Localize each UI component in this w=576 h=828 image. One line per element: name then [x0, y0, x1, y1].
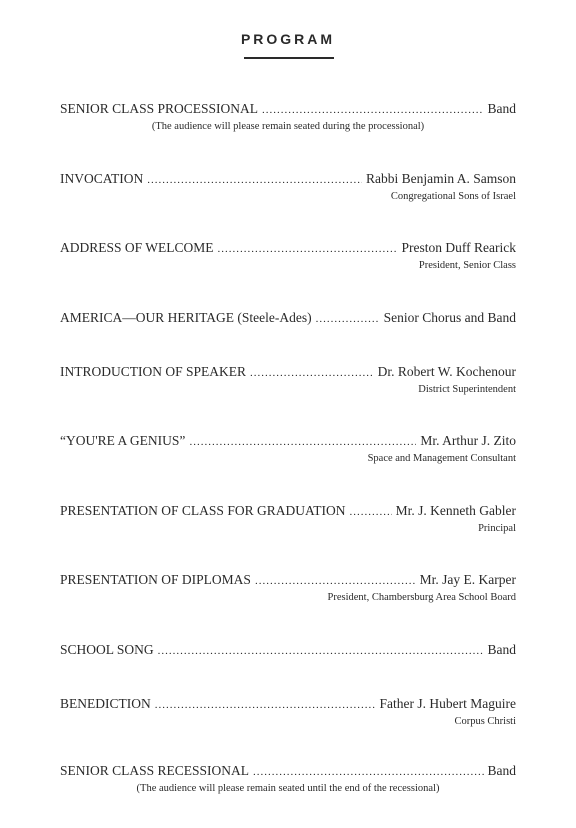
program-entry-diplomas [60, 571, 516, 605]
program-role: President, Senior Class [418, 260, 516, 271]
program-note: (The audience will please remain seated during the processional) [151, 121, 425, 132]
program-performer: Mr. Arthur J. Zito [420, 433, 516, 448]
program-performer: Band [487, 763, 516, 778]
program-line [60, 309, 516, 328]
dot-leader [255, 572, 416, 590]
program-line [60, 432, 516, 451]
dot-leader [147, 171, 362, 189]
program-role: President, Chambersburg Area School Board [327, 592, 516, 603]
program-performer: Dr. Robert W. Kochenour [377, 364, 516, 379]
program-entry-graduation [60, 502, 516, 536]
program-role: Corpus Christi [454, 716, 516, 727]
program-item: INTRODUCTION OF SPEAKER [60, 364, 247, 379]
program-entry-school-song [60, 641, 516, 660]
program-item: ADDRESS OF WELCOME [60, 240, 214, 255]
program-performer: Band [487, 101, 516, 116]
dot-leader [349, 503, 391, 521]
program-performer: Rabbi Benjamin A. Samson [366, 171, 516, 186]
program-entry-processional [60, 100, 516, 134]
program-line [60, 363, 516, 382]
program-line [60, 762, 516, 781]
program-item: INVOCATION [60, 171, 144, 186]
program-performer: Father J. Hubert Maguire [379, 696, 516, 711]
program-role: Principal [478, 523, 516, 534]
program-performer: Preston Duff Rearick [401, 240, 516, 255]
title-underline [244, 57, 334, 59]
program-item: SENIOR CLASS RECESSIONAL [60, 763, 250, 778]
dot-leader [250, 364, 374, 382]
dot-leader [316, 310, 380, 328]
program-performer: Band [487, 642, 516, 657]
program-entry-recessional [60, 762, 516, 796]
page-title: PROGRAM [240, 31, 336, 47]
dot-leader [253, 763, 483, 781]
dot-leader [189, 433, 416, 451]
program-entry-genius [60, 432, 516, 466]
program-role: Space and Management Consultant [367, 453, 516, 464]
program-line [60, 239, 516, 258]
program-item: SCHOOL SONG [60, 642, 154, 657]
program-line [60, 100, 516, 119]
program-line [60, 170, 516, 189]
program-line [60, 695, 516, 714]
program-entry-benediction [60, 695, 516, 729]
program-note: (The audience will please remain seated until the end of the recessional) [136, 783, 440, 794]
dot-leader [218, 240, 398, 258]
program-item: “YOU'RE A GENIUS” [60, 433, 186, 448]
program-performer: Mr. Jay E. Karper [419, 572, 516, 587]
program-entry-introduction [60, 363, 516, 397]
program-entry-invocation [60, 170, 516, 204]
program-entry-welcome [60, 239, 516, 273]
program-line [60, 502, 516, 521]
program-performer: Mr. J. Kenneth Gabler [395, 503, 516, 518]
program-role: Congregational Sons of Israel [390, 191, 516, 202]
program-role: District Superintendent [418, 384, 516, 395]
program-item: AMERICA—OUR HERITAGE (Steele-Ades) [60, 310, 312, 325]
dot-leader [155, 696, 376, 714]
program-item: SENIOR CLASS PROCESSIONAL [60, 101, 259, 116]
program-entry-heritage [60, 309, 516, 328]
program-performer: Senior Chorus and Band [383, 310, 516, 325]
dot-leader [158, 642, 484, 660]
program-item: PRESENTATION OF DIPLOMAS [60, 572, 251, 587]
dot-leader [262, 101, 483, 119]
program-item: PRESENTATION OF CLASS FOR GRADUATION [60, 503, 346, 518]
program-line [60, 641, 516, 660]
program-item: BENEDICTION [60, 696, 151, 711]
program-line [60, 571, 516, 590]
